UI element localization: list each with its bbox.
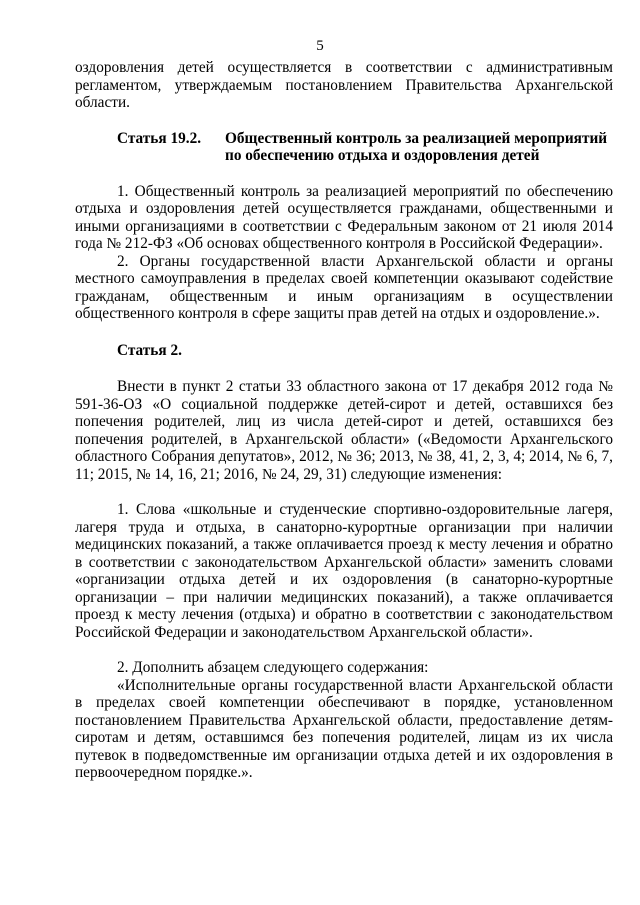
article-2-item-2-quote: «Исполнительные органы государственной власти Архангельской области в пределах своей компетенции обеспечивают в порядке, установленном постановлением Правительства Архангельской области, предоставление детям-сиротам и детям, оставшимся без попечения родителей, лицам из их числа путевок в подведомственные им организации отдыха детей и их оздоровления в первоочередном порядке.».: [75, 676, 613, 781]
article-2-item-1: 1. Слова «школьные и студенческие спортивно-оздоровительные лагеря, лагеря труда и отдыха, в санаторно-курортные организации при наличии медицинских показаний, а также оплачивается проезд к месту лечения и обратно в соответствии с законодательством Архангельской области» заменить словами «организации отдыха детей и их оздоровления (в санаторно-курортные организации – при наличии медицинских показаний), а также оплачивается проезд к месту лечения (отдыха) и обратно в соответствии с законодательством Российской Федерации и законодательством Архангельской области».: [75, 501, 613, 641]
article-2-intro: Внести в пункт 2 статьи 33 областного закона от 17 декабря 2012 года № 591-36-ОЗ «О социальной поддержке детей-сирот и детей, оставшихся без попечения родителей, лиц из числа детей-сирот и детей, оставшихся без попечения родителей, в Архангельской области» («Ведомости Архангельского областного Собрания депутатов», 2012, № 36; 2013, № 38, 41, 2, 3, 4; 2014, № 6, 7, 11; 2015, № 14, 16, 21; 2016, № 24, 29, 31) следующие изменения:: [75, 378, 613, 483]
article-19-2-label: Статья 19.2.: [117, 129, 202, 147]
intro-paragraph: оздоровления детей осуществляется в соответствии с административным регламентом, утверждаемым постановлением Правительства Архангельской области.: [75, 59, 613, 111]
article-19-2-heading: [75, 130, 613, 165]
article-2-item-2: 2. Дополнить абзацем следующего содержания:: [117, 659, 429, 676]
article-19-2-title: Общественный контроль за реализацией мероприятий по обеспечению отдыха и оздоровления детей: [225, 129, 608, 164]
article-19-2-paragraph-1: 1. Общественный контроль за реализацией мероприятий по обеспечению отдыха и оздоровления детей осуществляется гражданами, общественными и иными организациями в соответствии с Федеральным законом от 21 июля 2014 года № 212-ФЗ «Об основах общественного контроля в Российской Федерации».: [75, 182, 613, 252]
document-body: [75, 59, 613, 782]
article-2-heading: Статья 2.: [117, 341, 182, 359]
article-19-2-paragraph-2: 2. Органы государственной власти Архангельской области и органы местного самоуправления в пределах своей компетенции оказывают содействие гражданам, общественным и иным организациям в осуществлении общественного контроля в сфере защиты прав детей на отдых и оздоровление.».: [75, 252, 613, 322]
page-number: 5: [316, 38, 324, 54]
